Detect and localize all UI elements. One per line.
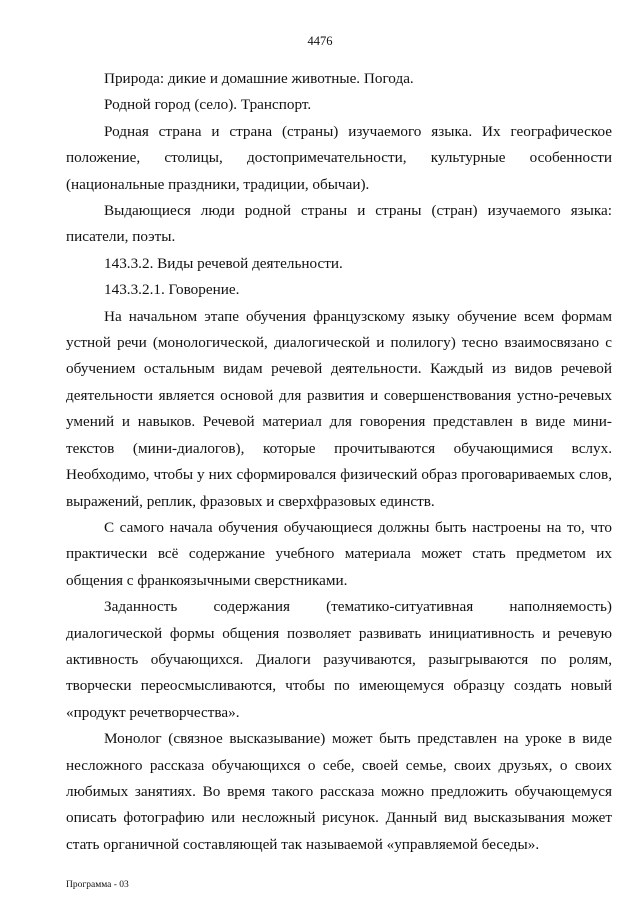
paragraph-hometown: Родной город (село). Транспорт. [104, 96, 312, 114]
section-heading-speech-activity: 143.3.2. Виды речевой деятельности. [104, 254, 343, 272]
paragraph-country: Родная страна и страна (страны) изучаемого языка. Их географическое положение, столицы, достопримечательности, культурные особенности (национальные праздники, традиции, обычаи). [66, 122, 612, 193]
page-number: 4476 [307, 34, 333, 48]
footer-program-label: Программа - 03 [66, 880, 129, 890]
paragraph-dialogue: Заданность содержания (тематико-ситуативная наполняемость) диалогической формы общения позволяет развивать инициативность и речевую активность обучающихся. Диалоги разучиваются, разыгрываются по ролям, творчески переосмысливаются, чтобы по имеющемуся образцу создать новый «продукт речетворчества». [66, 598, 612, 721]
paragraph-nature: Природа: дикие и домашние животные. Погода. [104, 70, 414, 87]
paragraph-famous-people: Выдающиеся люди родной страны и страны (стран) изучаемого языка: писатели, поэты. [66, 202, 612, 246]
paragraph-monologue: Монолог (связное высказывание) может быть представлен на уроке в виде несложного рассказа обучающихся о себе, своей семье, своих друзьях, о своих любимых занятиях. Во время такого рассказа можно предложить обучающемуся описать фотографию или несложный рисунок. Данный вид высказывания может стать органичной составляющей так называемой «управляемой беседы». [66, 730, 612, 853]
body-text [66, 66, 612, 858]
section-heading-speaking: 143.3.2.1. Говорение. [104, 281, 240, 299]
paragraph-initial-stage: На начальном этапе обучения французскому языку обучение всем формам устной речи (монологической, диалогической и полилогу) тесно взаимосвязано с обучением остальным видам речевой деятельности. Каждый из видов речевой деятельности является основой для развития и совершенствования устно-речевых умений и навыков. Речевой материал для говорения представлен в виде мини-текстов (мини-диалогов), которые прочитываются обучающимися вслух. Необходимо, чтобы у них сформировался физический образ проговариваемых слов, выражений, реплик, фразовых и сверхфразовых единств. [66, 307, 612, 510]
paragraph-from-start: С самого начала обучения обучающиеся должны быть настроены на то, что практически всё содержание учебного материала может стать предметом их общения с франкоязычными сверстниками. [66, 518, 612, 589]
